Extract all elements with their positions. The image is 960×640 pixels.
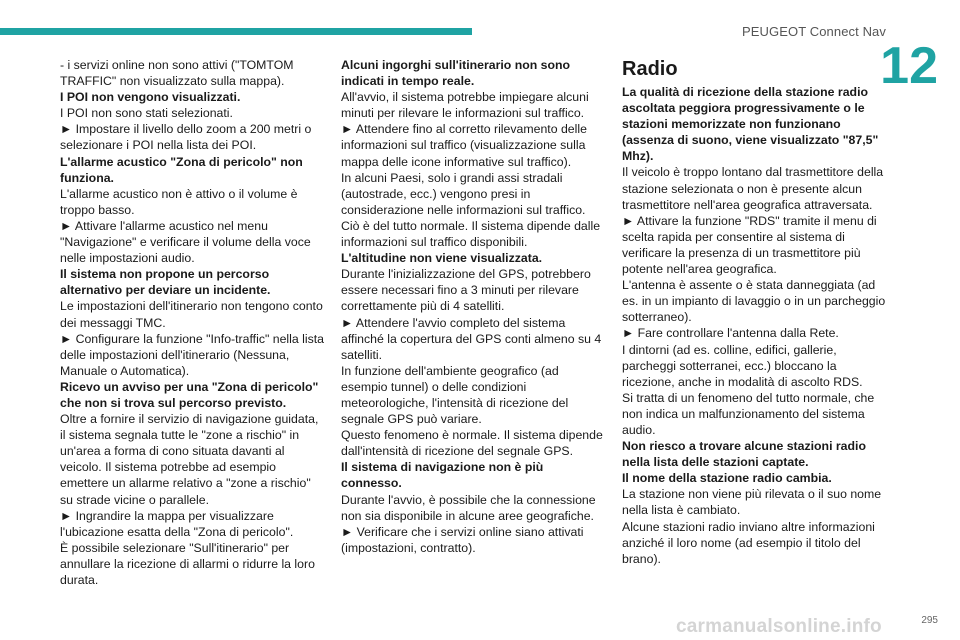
body-paragraph: In alcuni Paesi, solo i grandi assi stradali (autostrade, ecc.) vengono presi in considerazione nelle informazioni sul traffico.: [341, 170, 586, 217]
problem-heading: I POI non vengono visualizzati.: [60, 90, 241, 105]
problem-heading: Alcuni ingorghi sull'itinerario non sono indicati in tempo reale.: [341, 58, 571, 89]
problem-heading: Il nome della stazione radio cambia.: [622, 471, 832, 486]
body-paragraph: L'antenna è assente o è stata danneggiata (ad es. in un impianto di lavaggio o in un parcheggio sotterraneo).: [622, 278, 886, 325]
watermark: carmanualsonline.info: [676, 616, 882, 637]
body-paragraph: ► Verificare che i servizi online siano attivati (impostazioni, contratto).: [341, 524, 584, 555]
body-paragraph: Questo fenomeno è normale. Il sistema dipende dall'intensità di ricezione del segnale GPS.: [341, 428, 603, 459]
body-paragraph: Il veicolo è troppo lontano dal trasmettitore della stazione selezionata o non è presente alcun trasmettitore nell'area geografica attraversata.: [622, 165, 884, 212]
body-paragraph: Alcune stazioni radio inviano altre informazioni anziché il loro nome (ad esempio il titolo del brano).: [622, 519, 875, 566]
problem-heading: Ricevo un avviso per una "Zona di pericolo" che non si trova sul percorso previsto.: [60, 379, 319, 410]
problem-heading: L'altitudine non viene visualizzata.: [341, 251, 543, 266]
body-paragraph: I POI non sono stati selezionati.: [60, 106, 233, 121]
problem-heading: Il sistema non propone un percorso alternativo per deviare un incidente.: [60, 267, 271, 298]
body-paragraph: All'avvio, il sistema potrebbe impiegare alcuni minuti per rilevare le informazioni sul traffico.: [341, 90, 589, 121]
body-paragraph: - i servizi online non sono attivi ("TOMTOM TRAFFIC" non visualizzato sulla mappa).: [60, 58, 294, 89]
body-paragraph: ► Attendere l'avvio completo del sistema affinché la copertura del GPS conti almeno su 4 satelliti.: [341, 315, 602, 362]
body-paragraph: ► Impostare il livello dello zoom a 200 metri o selezionare i POI nella lista dei POI.: [60, 122, 312, 153]
chapter-number: 12: [880, 37, 938, 95]
body-paragraph: In funzione dell'ambiente geografico (ad esempio tunnel) o delle condizioni meteorologiche, l'intensità di ricezione del segnale GPS può variare.: [341, 363, 569, 427]
body-paragraph: Durante l'avvio, è possibile che la connessione non sia disponibile in alcune aree geografiche.: [341, 492, 596, 523]
body-paragraph: Oltre a fornire il servizio di navigazione guidata, il sistema segnala tutte le "zone a rischio" in un'area a forma di cono situata davanti al veicolo. Il sistema potrebbe ad esempio emettere un allarme relativo a "zone a rischio" su strade vicine o parallele.: [60, 412, 319, 507]
page-number: 295: [921, 615, 938, 626]
body-paragraph: ► Attendere fino al corretto rilevamento delle informazioni sul traffico (visualizzazione sulla mappa delle icone informative sul traffico).: [341, 122, 587, 169]
problem-heading: La qualità di ricezione della stazione radio ascoltata peggiora progressivamente o le stazioni memorizzate non funzionano (assenza di suono, viene visualizzato "87,5" Mhz).: [622, 85, 879, 164]
body-paragraph: È possibile selezionare "Sull'itinerario" per annullare la ricezione di allarmi o ridurre la loro durata.: [60, 540, 315, 587]
text-column-2: [341, 57, 607, 556]
text-column-1: [60, 57, 326, 588]
body-paragraph: ► Fare controllare l'antenna dalla Rete.: [622, 326, 839, 341]
body-paragraph: ► Ingrandire la mappa per visualizzare l'ubicazione esatta della "Zona di pericolo".: [60, 508, 294, 539]
body-paragraph: Ciò è del tutto normale. Il sistema dipende dalle informazioni sul traffico disponibili.: [341, 218, 601, 250]
body-paragraph: ► Attivare la funzione "RDS" tramite il menu di scelta rapida per consentire al sistema di verificare la presenza di un trasmettitore più potente nell'area geografica.: [622, 213, 877, 277]
problem-heading: Il sistema di navigazione non è più connesso.: [341, 460, 544, 491]
body-paragraph: Si tratta di un fenomeno del tutto normale, che non indica un malfunzionamento del sistema audio.: [622, 390, 875, 437]
text-column-3: [622, 57, 888, 567]
body-paragraph: L'allarme acustico non è attivo o il volume è troppo basso.: [60, 186, 298, 217]
body-paragraph: ► Attivare l'allarme acustico nel menu "Navigazione" e verificare il volume della voce nelle impostazioni audio.: [60, 218, 311, 266]
header-accent-bar: [0, 28, 472, 35]
body-paragraph: Le impostazioni dell'itinerario non tengono conto dei messaggi TMC.: [60, 299, 323, 330]
body-paragraph: I dintorni (ad es. colline, edifici, gallerie, parcheggi sotterranei, ecc.) bloccano la ricezione, anche in modalità di ascolto RDS.: [622, 342, 863, 389]
problem-heading: L'allarme acustico "Zona di pericolo" non funziona.: [60, 154, 303, 185]
body-paragraph: La stazione non viene più rilevata o il suo nome nella lista è cambiato.: [622, 487, 882, 518]
manual-title: PEUGEOT Connect Nav: [742, 24, 886, 39]
body-paragraph: Durante l'inizializzazione del GPS, potrebbero essere necessari fino a 3 minuti per rilevare correttamente più di 4 satelliti.: [341, 267, 591, 314]
problem-heading: Non riesco a trovare alcune stazioni radio nella lista delle stazioni captate.: [622, 439, 866, 470]
section-heading: Radio: [622, 58, 678, 80]
body-paragraph: ► Configurare la funzione "Info-traffic" nella lista delle impostazioni dell'itinerario (Nessuna, Manuale o Automatica).: [60, 331, 325, 378]
